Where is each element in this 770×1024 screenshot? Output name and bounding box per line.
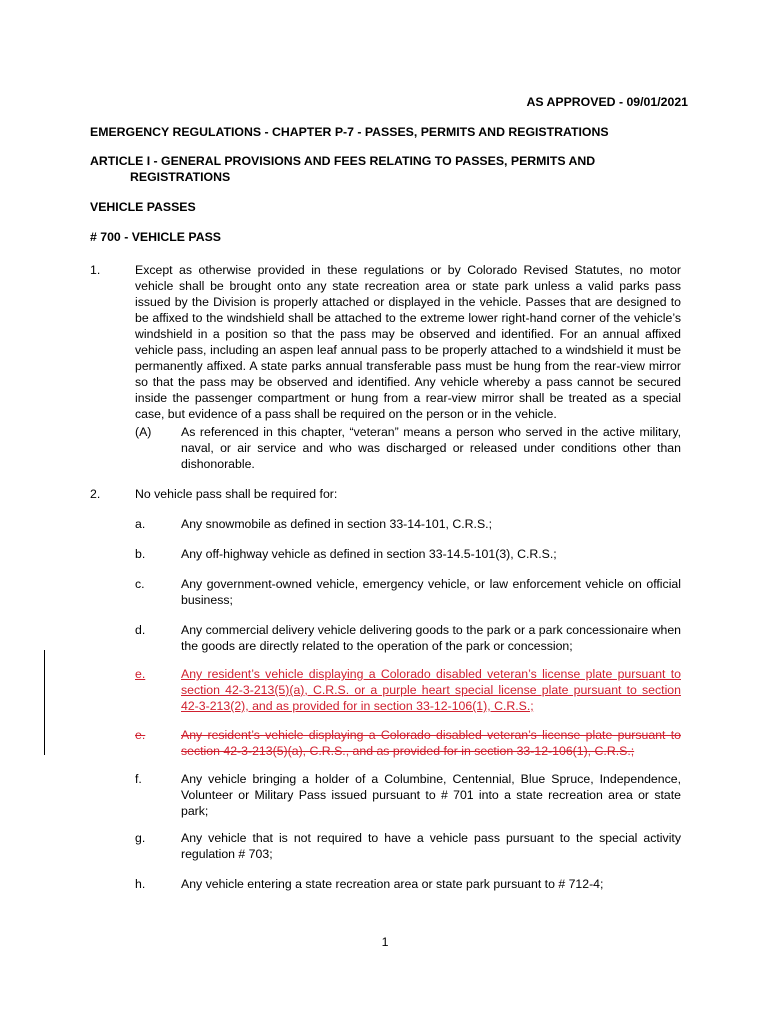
article-heading-line-1: ARTICLE I - GENERAL PROVISIONS AND FEES RELATING TO PASSES, PERMITS AND bbox=[90, 154, 596, 168]
list-item-label: g. bbox=[135, 831, 146, 845]
list-item-text: Any vehicle that is not required to have a vehicle pass pursuant to the special activity regulation # 703; bbox=[181, 831, 681, 861]
revision-change-bar bbox=[44, 650, 45, 755]
list-item-text: Any vehicle entering a state recreation area or state park pursuant to # 712-4; bbox=[181, 877, 604, 891]
article-heading-line-2: REGISTRATIONS bbox=[130, 170, 231, 184]
list-item-label: d. bbox=[135, 623, 146, 637]
item-1-sub-a-label: (A) bbox=[135, 425, 152, 439]
chapter-heading: EMERGENCY REGULATIONS - CHAPTER P-7 - PASSES, PERMITS AND REGISTRATIONS bbox=[90, 125, 609, 139]
list-item-label: b. bbox=[135, 547, 146, 561]
item-2-intro: No vehicle pass shall be required for: bbox=[135, 487, 338, 501]
list-item-text: Any off-highway vehicle as defined in section 33-14.5-101(3), C.R.S.; bbox=[181, 547, 557, 561]
item-1-text: Except as otherwise provided in these regulations or by Colorado Revised Statutes, no motor vehicle shall be brought onto any state recreation area or state park unless a valid parks pass issued by the Division is properly attached or displayed in the vehicle. Passes that are designed to be affixed to the windshield shall be attached to the extreme lower right-hand corner of the vehicle’s windshield in a position so that the pass may be observed and identified. For an annual affixed vehicle pass, including an aspen leaf annual pass to be properly attached to a windshield it must be permanently affixed. A state parks annual transferable pass must be hung from the rear-view mirror so that the pass may be observed and identified. Any vehicle whereby a pass cannot be secured inside the passenger compartment or hung from a rear-view mirror shall be treated as a special case, but evidence of a pass shall be required on the person or in the vehicle. bbox=[135, 263, 681, 421]
deleted-list-item-text: Any resident’s vehicle displaying a Colorado disabled veteran’s license plate pursuant to section 42-3-213(5)(a), C.R.S., and as provided for in section 33-12-106(1), C.R.S.; bbox=[181, 728, 681, 758]
deleted-list-item-label: e. bbox=[135, 728, 146, 742]
item-1-sub-a-text: As referenced in this chapter, “veteran” means a person who served in the active military, naval, or air service and who was discharged or released under conditions other than dishonorable. bbox=[181, 425, 681, 471]
regulation-heading: # 700 - VEHICLE PASS bbox=[90, 230, 221, 244]
list-item-text: Any snowmobile as defined in section 33-14-101, C.R.S.; bbox=[181, 517, 493, 531]
list-item-label: a. bbox=[135, 517, 146, 531]
item-1-number: 1. bbox=[90, 263, 101, 277]
list-item-text: Any commercial delivery vehicle delivering goods to the park or a park concessionaire when the goods are directly related to the operation of the park or concession; bbox=[181, 623, 681, 653]
list-item-text: Any government-owned vehicle, emergency vehicle, or law enforcement vehicle on official business; bbox=[181, 577, 681, 607]
section-heading: VEHICLE PASSES bbox=[90, 200, 196, 214]
list-item-text: Any vehicle bringing a holder of a Columbine, Centennial, Blue Spruce, Independence, Volunteer or Military Pass issued pursuant to # 701 into a state recreation area or state park; bbox=[181, 772, 681, 818]
list-item-label: f. bbox=[135, 772, 142, 786]
inserted-list-item-label: e. bbox=[135, 667, 146, 681]
list-item-label: h. bbox=[135, 877, 146, 891]
list-item-label: c. bbox=[135, 577, 145, 591]
item-2-number: 2. bbox=[90, 487, 101, 501]
page-number: 1 bbox=[381, 935, 389, 949]
inserted-list-item-text: Any resident’s vehicle displaying a Colorado disabled veteran’s license plate pursuant to section 42-3-213(5)(a), C.R.S. or a purple heart special license plate pursuant to section 42-3-213(2), and as provided for in section 33-12-106(1), C.R.S.; bbox=[181, 667, 681, 713]
approval-line: AS APPROVED - 09/01/2021 bbox=[526, 95, 688, 109]
